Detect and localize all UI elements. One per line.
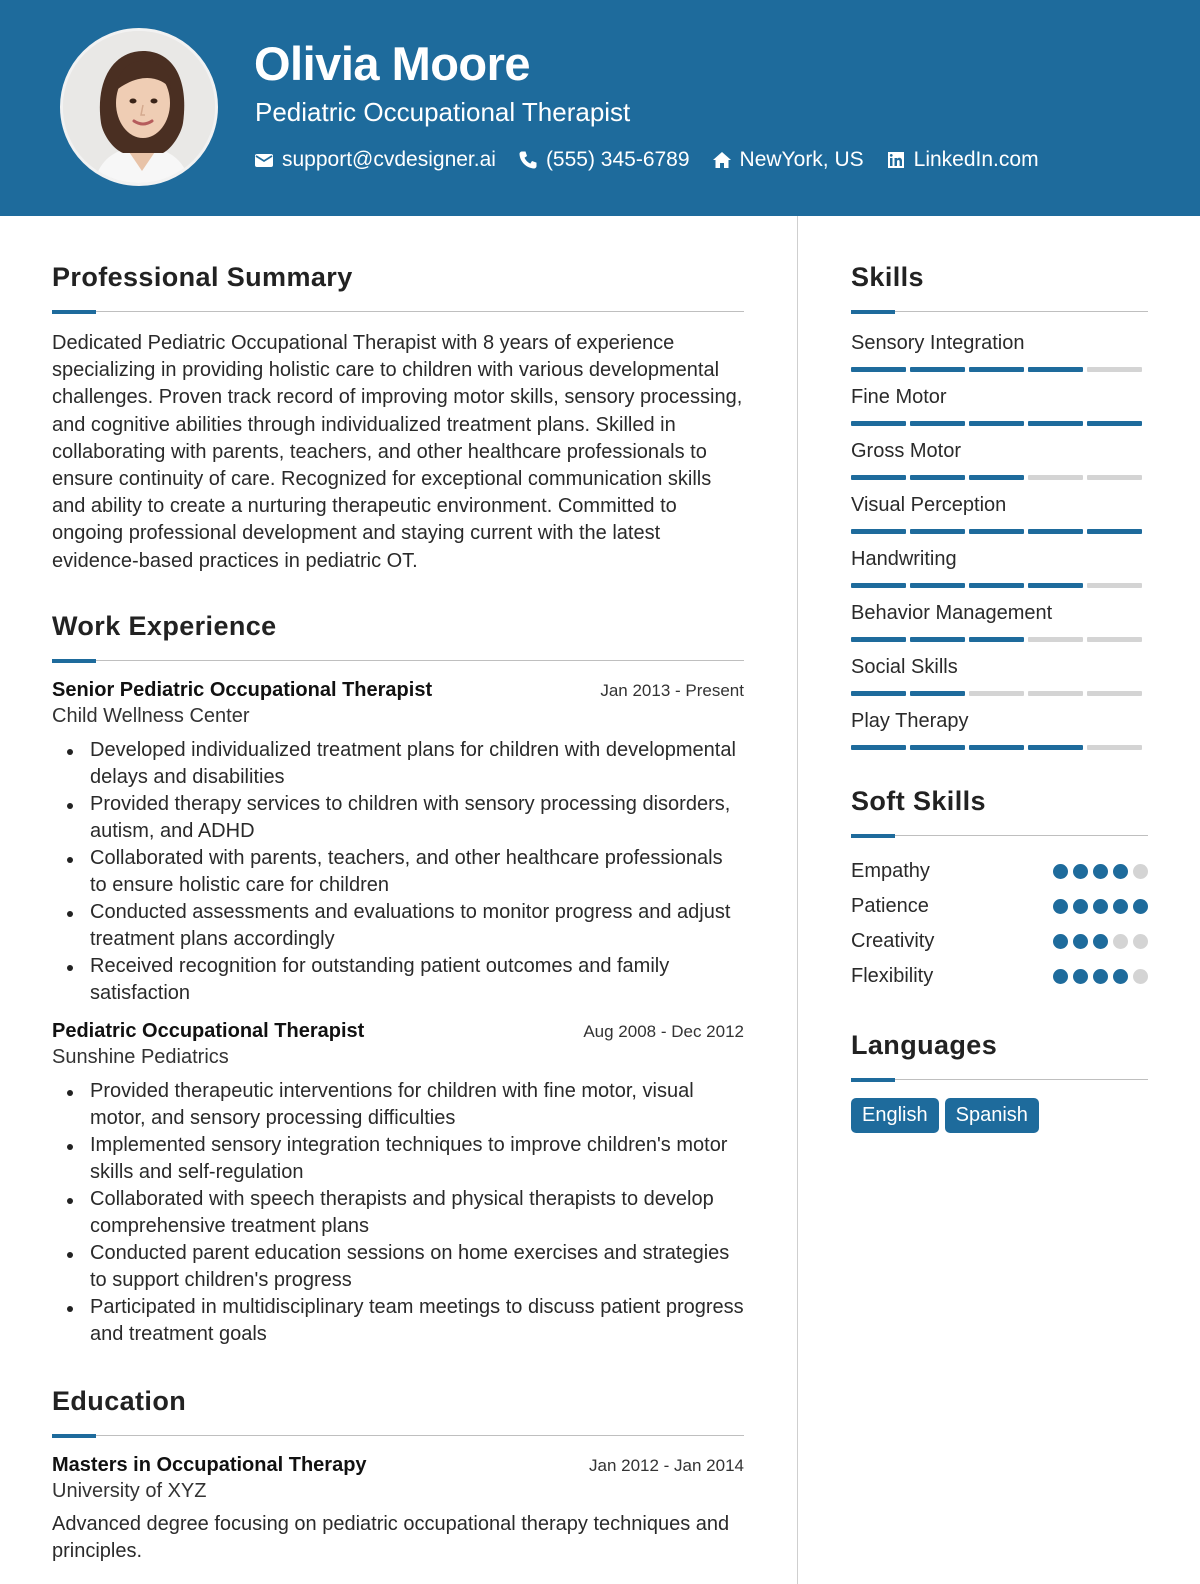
job-entry bbox=[52, 1020, 744, 1348]
soft-skill-level-dot bbox=[1053, 864, 1068, 879]
skill-name: Social Skills bbox=[851, 656, 958, 678]
soft-skill-level-dot bbox=[1073, 864, 1088, 879]
skill-level-segment bbox=[851, 691, 906, 696]
job-bullets bbox=[52, 1078, 744, 1348]
skill-level-segment bbox=[969, 583, 1024, 588]
skill-level-segment bbox=[910, 367, 965, 372]
summary-heading: Professional Summary bbox=[52, 262, 353, 292]
contact-phone[interactable] bbox=[518, 148, 690, 172]
contact-list bbox=[254, 148, 1039, 172]
skill-item bbox=[851, 330, 1148, 372]
skill-item bbox=[851, 384, 1148, 426]
job-role: Senior Pediatric Occupational Therapist bbox=[52, 678, 433, 701]
soft-skill-level-dots bbox=[1053, 969, 1148, 984]
soft-skill-name: Flexibility bbox=[851, 965, 934, 987]
skill-item bbox=[851, 654, 1148, 696]
linkedin-icon bbox=[886, 150, 906, 170]
section-rule bbox=[52, 1434, 744, 1438]
skill-level-segment bbox=[969, 475, 1024, 480]
soft-skill-level-dot bbox=[1113, 969, 1128, 984]
summary-text: Dedicated Pediatric Occupational Therapist with 8 years of experience specializing in providing holistic care to children with various developmental challenges. Proven track record of improving motor skills, sensory processing, and cognitive abilities through individualized treatment plans. Skilled in collaborating with parents, teachers, and other healthcare professionals to ensure continuity of care. Recognized for exceptional communication skills and ability to create a nurturing therapeutic environment. Committed to ongoing professional development and staying current with the latest evidence-based practices in pediatric OT. bbox=[52, 332, 743, 572]
skill-name: Handwriting bbox=[851, 548, 957, 570]
contact-location bbox=[712, 148, 864, 172]
list-item: Collaborated with speech therapists and physical therapists to develop comprehensive treatment plans bbox=[52, 1186, 744, 1240]
education-degree: Masters in Occupational Therapy bbox=[52, 1453, 367, 1476]
skill-level-segment bbox=[969, 367, 1024, 372]
skill-level-segment bbox=[910, 745, 965, 750]
column-divider bbox=[797, 216, 798, 1584]
skill-level-bars bbox=[851, 583, 1148, 588]
resume-header bbox=[0, 0, 1200, 216]
section-rule bbox=[851, 834, 1148, 838]
soft-skill-level-dot bbox=[1053, 969, 1068, 984]
soft-skill-level-dot bbox=[1053, 899, 1068, 914]
skill-level-segment bbox=[1028, 691, 1083, 696]
candidate-name: Olivia Moore bbox=[254, 37, 531, 90]
job-role: Pediatric Occupational Therapist bbox=[52, 1019, 365, 1042]
soft-skill-level-dot bbox=[1113, 864, 1128, 879]
soft-skill-level-dot bbox=[1113, 899, 1128, 914]
phone-icon bbox=[518, 150, 538, 170]
soft-skill-item bbox=[851, 854, 1148, 889]
skill-level-segment bbox=[1028, 637, 1083, 642]
skill-name: Fine Motor bbox=[851, 386, 947, 408]
skill-level-bars bbox=[851, 529, 1148, 534]
skill-name: Behavior Management bbox=[851, 602, 1053, 624]
skill-item bbox=[851, 600, 1148, 642]
soft-skill-level-dots bbox=[1053, 934, 1148, 949]
list-item: Implemented sensory integration techniques to improve children's motor skills and self-regulation bbox=[52, 1132, 744, 1186]
skill-level-segment bbox=[1087, 583, 1142, 588]
language-tag: Spanish bbox=[945, 1098, 1039, 1133]
skill-level-segment bbox=[910, 529, 965, 534]
skill-level-segment bbox=[1087, 745, 1142, 750]
skill-level-segment bbox=[910, 421, 965, 426]
skill-level-segment bbox=[851, 529, 906, 534]
soft-skill-level-dot bbox=[1133, 969, 1148, 984]
contact-email[interactable] bbox=[254, 148, 496, 172]
candidate-title: Pediatric Occupational Therapist bbox=[255, 97, 631, 127]
sidebar-column bbox=[851, 262, 1148, 1133]
skill-level-segment bbox=[1028, 367, 1083, 372]
skill-name: Play Therapy bbox=[851, 710, 969, 732]
skill-item bbox=[851, 546, 1148, 588]
list-item: Conducted parent education sessions on home exercises and strategies to support children's progress bbox=[52, 1240, 744, 1294]
list-item: Collaborated with parents, teachers, and other healthcare professionals to ensure holistic care for children bbox=[52, 845, 744, 899]
experience-section bbox=[52, 611, 744, 1348]
contact-location-text: NewYork, US bbox=[739, 148, 864, 171]
soft-skill-level-dot bbox=[1093, 899, 1108, 914]
job-dates: Jan 2013 - Present bbox=[600, 680, 744, 700]
soft-skill-level-dot bbox=[1073, 934, 1088, 949]
envelope-icon bbox=[254, 150, 274, 170]
soft-skill-item bbox=[851, 924, 1148, 959]
skill-level-segment bbox=[969, 637, 1024, 642]
skill-level-segment bbox=[1028, 745, 1083, 750]
language-tag: English bbox=[851, 1098, 939, 1133]
skill-item bbox=[851, 492, 1148, 534]
soft-skill-level-dot bbox=[1133, 899, 1148, 914]
soft-skill-level-dot bbox=[1133, 864, 1148, 879]
skill-level-segment bbox=[851, 421, 906, 426]
section-rule bbox=[52, 659, 744, 663]
skills-list bbox=[851, 330, 1148, 750]
list-item: Received recognition for outstanding patient outcomes and family satisfaction bbox=[52, 953, 744, 1007]
skill-level-bars bbox=[851, 637, 1148, 642]
soft-skill-name: Creativity bbox=[851, 930, 935, 952]
soft-skills-heading: Soft Skills bbox=[851, 786, 986, 816]
skill-level-segment bbox=[851, 475, 906, 480]
contact-email-text: support@cvdesigner.ai bbox=[282, 148, 496, 171]
list-item: Developed individualized treatment plans for children with developmental delays and disabilities bbox=[52, 737, 744, 791]
soft-skill-level-dot bbox=[1113, 934, 1128, 949]
soft-skill-level-dot bbox=[1093, 934, 1108, 949]
job-bullets bbox=[52, 737, 744, 1007]
list-item: Provided therapy services to children with sensory processing disorders, autism, and ADHD bbox=[52, 791, 744, 845]
soft-skills-section bbox=[851, 786, 1148, 994]
skill-level-segment bbox=[910, 691, 965, 696]
skill-level-segment bbox=[851, 637, 906, 642]
soft-skill-level-dot bbox=[1073, 899, 1088, 914]
languages-section bbox=[851, 1030, 1148, 1133]
skill-level-bars bbox=[851, 691, 1148, 696]
soft-skill-item bbox=[851, 889, 1148, 924]
job-organization: Child Wellness Center bbox=[52, 704, 250, 727]
profile-photo-illustration bbox=[63, 31, 218, 186]
summary-section bbox=[52, 262, 744, 575]
skill-level-segment bbox=[1087, 367, 1142, 372]
skill-level-bars bbox=[851, 475, 1148, 480]
skill-name: Gross Motor bbox=[851, 440, 962, 462]
soft-skill-level-dot bbox=[1053, 934, 1068, 949]
education-school: University of XYZ bbox=[52, 1479, 207, 1502]
education-description: Advanced degree focusing on pediatric occupational therapy techniques and principles. bbox=[52, 1512, 730, 1563]
skill-item bbox=[851, 708, 1148, 750]
skill-level-segment bbox=[1087, 529, 1142, 534]
soft-skill-name: Empathy bbox=[851, 860, 930, 882]
contact-linkedin-text: LinkedIn.com bbox=[913, 148, 1039, 171]
contact-phone-text: (555) 345-6789 bbox=[545, 148, 690, 171]
languages-heading: Languages bbox=[851, 1030, 998, 1060]
soft-skills-list bbox=[851, 854, 1148, 994]
skill-level-segment bbox=[1028, 529, 1083, 534]
skill-level-bars bbox=[851, 745, 1148, 750]
skill-level-segment bbox=[1028, 475, 1083, 480]
experience-heading: Work Experience bbox=[52, 610, 277, 641]
soft-skill-level-dot bbox=[1093, 864, 1108, 879]
skill-level-segment bbox=[1028, 421, 1083, 426]
education-heading: Education bbox=[52, 1385, 187, 1416]
education-entry bbox=[52, 1454, 744, 1565]
skill-level-segment bbox=[910, 475, 965, 480]
skill-item bbox=[851, 438, 1148, 480]
skill-level-bars bbox=[851, 367, 1148, 372]
skills-section bbox=[851, 262, 1148, 750]
skill-name: Sensory Integration bbox=[851, 332, 1025, 354]
soft-skill-level-dot bbox=[1073, 969, 1088, 984]
skills-heading: Skills bbox=[851, 262, 924, 292]
soft-skill-level-dot bbox=[1133, 934, 1148, 949]
skill-level-segment bbox=[1087, 637, 1142, 642]
profile-photo bbox=[60, 28, 218, 186]
section-rule bbox=[851, 310, 1148, 314]
main-column bbox=[52, 262, 744, 1565]
skill-level-segment bbox=[910, 637, 965, 642]
languages-list bbox=[851, 1098, 1148, 1133]
list-item: Conducted assessments and evaluations to monitor progress and adjust treatment plans accordingly bbox=[52, 899, 744, 953]
skill-level-segment bbox=[1087, 421, 1142, 426]
skill-level-segment bbox=[969, 691, 1024, 696]
contact-linkedin[interactable] bbox=[886, 148, 1039, 172]
skill-level-segment bbox=[969, 529, 1024, 534]
list-item: Participated in multidisciplinary team meetings to discuss patient progress and treatment goals bbox=[52, 1294, 744, 1348]
home-icon bbox=[712, 150, 732, 170]
skill-level-bars bbox=[851, 421, 1148, 426]
section-rule bbox=[52, 310, 744, 314]
skill-level-segment bbox=[851, 367, 906, 372]
job-entry bbox=[52, 679, 744, 1007]
skill-level-segment bbox=[1087, 691, 1142, 696]
section-rule bbox=[851, 1078, 1148, 1082]
skill-level-segment bbox=[1028, 583, 1083, 588]
education-dates: Jan 2012 - Jan 2014 bbox=[588, 1455, 744, 1475]
skill-level-segment bbox=[910, 583, 965, 588]
list-item: Provided therapeutic interventions for children with fine motor, visual motor, and sensory processing difficulties bbox=[52, 1078, 744, 1132]
soft-skill-level-dots bbox=[1053, 899, 1148, 914]
soft-skill-name: Patience bbox=[851, 895, 929, 917]
soft-skill-item bbox=[851, 959, 1148, 994]
soft-skill-level-dot bbox=[1093, 969, 1108, 984]
education-section bbox=[52, 1386, 744, 1565]
skill-level-segment bbox=[851, 745, 906, 750]
job-organization: Sunshine Pediatrics bbox=[52, 1045, 229, 1068]
skill-level-segment bbox=[969, 421, 1024, 426]
skill-name: Visual Perception bbox=[851, 494, 1007, 516]
skill-level-segment bbox=[851, 583, 906, 588]
skill-level-segment bbox=[969, 745, 1024, 750]
soft-skill-level-dots bbox=[1053, 864, 1148, 879]
skill-level-segment bbox=[1087, 475, 1142, 480]
job-dates: Aug 2008 - Dec 2012 bbox=[583, 1021, 744, 1041]
